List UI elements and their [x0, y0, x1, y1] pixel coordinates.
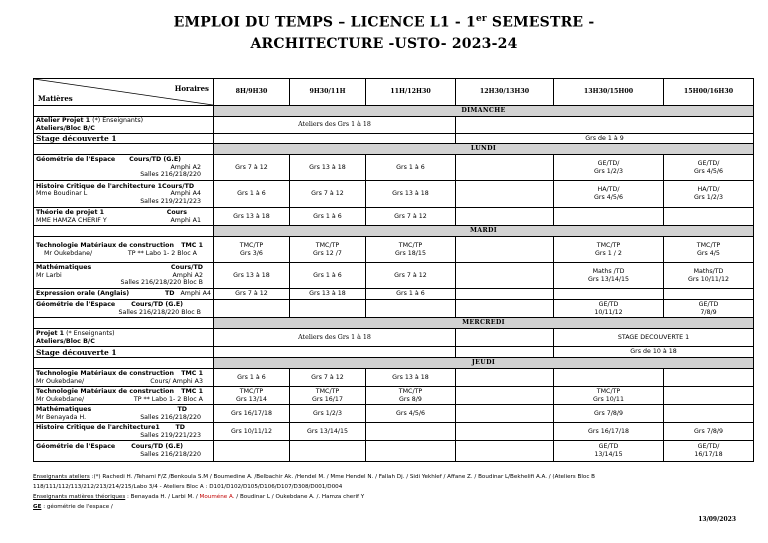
schedule-cell: Grs 13 à 18: [290, 289, 366, 300]
schedule-cell: GE/TD/ 16/17/18: [664, 441, 754, 462]
schedule-cell: Grs 7 à 12: [290, 181, 366, 208]
subject-cell: Stage découverte 1: [34, 134, 214, 144]
schedule-cell: TMC/TP Grs 13/14: [214, 387, 290, 405]
schedule-cell: HA/TD/ Grs 4/5/6: [554, 181, 664, 208]
schedule-cell: Grs 13/14/15: [290, 423, 366, 441]
day-band-lundi: LUNDI: [214, 144, 754, 155]
schedule-cell: Grs 13 à 18: [214, 208, 290, 226]
schedule-cell: [456, 300, 554, 318]
subject-cell: Mathématiques TD Mr Benayada H. Salles 216/218/220: [34, 405, 214, 423]
timetable-row: [34, 387, 754, 405]
schedule-cell: TMC/TP Grs 4/5: [664, 237, 754, 263]
schedule-cell: Grs 7/8/9: [554, 405, 664, 423]
schedule-cell: Grs 7/8/9: [664, 423, 754, 441]
matieres-label: Matières: [38, 93, 73, 103]
header-row: [34, 79, 754, 106]
schedule-cell: [214, 347, 456, 358]
footer-abbreviation: GE : géométrie de l'espace /: [33, 504, 113, 510]
schedule-cell: Grs 1 à 6: [214, 369, 290, 387]
schedule-cell: [456, 369, 554, 387]
subject-cell: Géométrie de l'Espace Cours/TD (G.E) Salles 216/218/220 Bloc B: [34, 300, 214, 318]
subject-cell: Technologie Matériaux de construction TMC 1 Mr Oukebdane/ TP ** Labo 1- 2 Bloc A: [34, 387, 214, 405]
schedule-cell: Grs de 1 à 9: [456, 134, 754, 144]
schedule-cell: GE/TD 7/8/9: [664, 300, 754, 318]
footer-theory-teachers: Enseignants matières théoriques : Benayada H. / Larbi M. / Mouméne A. / Boudinar L / Oukebdane A. /. Hamza cherif Y: [33, 494, 365, 500]
schedule-cell: Grs 13 à 18: [290, 155, 366, 181]
slot-header: 9H30/11H: [290, 79, 366, 106]
subject-cell: Géométrie de l'Espace Cours/TD (G.E) Amphi A2 Salles 216/218/220: [34, 155, 214, 181]
schedule-cell: Grs 13 à 18: [214, 263, 290, 289]
schedule-cell: Grs 1 à 6: [290, 208, 366, 226]
slot-header: 13H30/15H00: [554, 79, 664, 106]
timetable-row: [34, 329, 754, 347]
schedule-cell: [214, 441, 290, 462]
schedule-cell: [214, 134, 456, 144]
schedule-cell: Grs de 10 à 18: [554, 347, 754, 358]
slot-header: 11H/12H30: [366, 79, 456, 106]
timetable-row: [34, 181, 754, 208]
schedule-cell: GE/TD 13/14/15: [554, 441, 664, 462]
schedule-cell: [456, 117, 754, 134]
schedule-cell: Grs 7 à 12: [214, 155, 290, 181]
schedule-cell: TMC/TP Grs 1 / 2: [554, 237, 664, 263]
schedule-cell: Ateliers des Grs 1 à 18: [214, 329, 456, 347]
timetable-row: [34, 237, 754, 263]
schedule-cell: [456, 263, 554, 289]
schedule-cell: Grs 1/2/3: [290, 405, 366, 423]
timetable-row: [34, 423, 754, 441]
subject-cell: Technologie Matériaux de construction TMC 1 Mr Oukebdane/ TP ** Labo 1- 2 Bloc A: [34, 237, 214, 263]
schedule-cell: [456, 181, 554, 208]
subject-cell: Théorie de projet 1 Cours MME HAMZA CHERIF Y Amphi A1: [34, 208, 214, 226]
schedule-cell: Grs 16/17/18: [214, 405, 290, 423]
schedule-cell: [456, 441, 554, 462]
schedule-cell: GE/TD/ Grs 1/2/3: [554, 155, 664, 181]
schedule-cell: TMC/TP Grs 10/11: [554, 387, 664, 405]
schedule-cell: [456, 387, 554, 405]
day-band-mardi: MARDI: [214, 226, 754, 237]
subject-cell: Expression orale (Anglais) TD Amphi A4: [34, 289, 214, 300]
subject-cell: Géométrie de l'Espace Cours/TD (G.E) Salles 216/218/220: [34, 441, 214, 462]
schedule-cell: [664, 289, 754, 300]
schedule-cell: Grs 4/5/6: [366, 405, 456, 423]
document-date: 13/09/2023: [698, 516, 736, 523]
schedule-cell: Grs 7 à 12: [366, 263, 456, 289]
schedule-cell: [664, 208, 754, 226]
schedule-cell: [456, 237, 554, 263]
footer-workshop-rooms: 118/111/112/113/212/213/214/215/Labo 3/4 - Ateliers Bloc A : D101/D102/D105/D106/D107/D308/D001/D004: [33, 484, 343, 490]
schedule-cell: [456, 405, 554, 423]
timetable-row: [34, 263, 754, 289]
subject-cell: Histoire Critique de l'architecture 1 Cours/TD Mme Boudinar L Amphi A4 Salles 219/221/223: [34, 181, 214, 208]
schedule-cell: [456, 423, 554, 441]
day-band-mercredi: MERCREDI: [214, 318, 754, 329]
subject-cell: Stage découverte 1: [34, 347, 214, 358]
schedule-cell: Grs 7 à 12: [366, 208, 456, 226]
schedule-cell: [554, 289, 664, 300]
schedule-cell: Grs 1 à 6: [214, 181, 290, 208]
schedule-cell: [456, 155, 554, 181]
subject-cell: Projet 1 (* Enseignants) Ateliers/Bloc B/C: [34, 329, 214, 347]
schedule-cell: Grs 1 à 6: [290, 263, 366, 289]
schedule-cell: [554, 208, 664, 226]
schedule-cell: STAGE DECOUVERTE 1: [554, 329, 754, 347]
day-band-dimanche: DIMANCHE: [214, 106, 754, 117]
schedule-cell: Grs 1 à 6: [366, 289, 456, 300]
timetable-row: [34, 369, 754, 387]
timetable-row: [34, 117, 754, 134]
schedule-cell: [214, 300, 290, 318]
schedule-cell: TMC/TP Grs 3/6: [214, 237, 290, 263]
schedule-cell: [456, 208, 554, 226]
header-corner-cell: [34, 79, 214, 106]
schedule-cell: Grs 16/17/18: [554, 423, 664, 441]
horaires-label: Horaires: [174, 84, 209, 93]
timetable: [33, 78, 754, 462]
schedule-cell: TMC/TP Grs 12 /7: [290, 237, 366, 263]
schedule-cell: [366, 423, 456, 441]
schedule-cell: [554, 369, 664, 387]
schedule-cell: [456, 289, 554, 300]
schedule-cell: HA/TD/ Grs 1/2/3: [664, 181, 754, 208]
schedule-cell: Grs 13 à 18: [366, 181, 456, 208]
schedule-cell: [366, 441, 456, 462]
timetable-row: [34, 134, 754, 144]
schedule-cell: Ateliers des Grs 1 à 18: [214, 117, 456, 134]
timetable-row: [34, 300, 754, 318]
schedule-cell: TMC/TP Grs 16/17: [290, 387, 366, 405]
slot-header: 8H/9H30: [214, 79, 290, 106]
document-title-line2: ARCHITECTURE -USTO- 2023-24: [250, 36, 518, 52]
timetable-row: [34, 405, 754, 423]
slot-header: 12H30/13H30: [456, 79, 554, 106]
footer-workshop-teachers: Enseignants ateliers :(*) Rachedi H. /Tehami F/Z /Benkoula S.M / Boumedine A. /Belbachir Ak. /Hendel M. / Mme Hendel N. / Fallah Dj. / Sidi Yekhlef / Affane Z. / Boudinar L/Bekhelifi A.A. / (Ateliers Bloc B: [33, 474, 596, 480]
schedule-cell: Grs 7 à 12: [290, 369, 366, 387]
subject-cell: Technologie Matériaux de construction TMC 1 Mr Oukebdane/ Cours/ Amphi A3: [34, 369, 214, 387]
schedule-cell: TMC/TP Grs 8/9: [366, 387, 456, 405]
schedule-cell: [664, 369, 754, 387]
timetable-row: [34, 155, 754, 181]
subject-cell: Atelier Projet 1 (*) Enseignants) Ateliers/Bloc B/C: [34, 117, 214, 134]
schedule-cell: GE/TD/ Grs 4/5/6: [664, 155, 754, 181]
schedule-cell: [366, 300, 456, 318]
schedule-cell: [456, 347, 554, 358]
timetable-row: [34, 347, 754, 358]
day-band-jeudi: JEUDI: [214, 358, 754, 369]
schedule-cell: Grs 7 à 12: [214, 289, 290, 300]
subject-cell: Mathématiques Cours/TD Mr Larbi Amphi A2 Salles 216/218/220 Bloc B: [34, 263, 214, 289]
schedule-cell: GE/TD 10/11/12: [554, 300, 664, 318]
schedule-cell: Grs 1 à 6: [366, 155, 456, 181]
timetable-row: [34, 289, 754, 300]
schedule-cell: [290, 300, 366, 318]
schedule-cell: [456, 329, 554, 347]
schedule-cell: [664, 405, 754, 423]
schedule-cell: Maths /TD Grs 13/14/15: [554, 263, 664, 289]
slot-header: 15H00/16H30: [664, 79, 754, 106]
schedule-cell: TMC/TP Grs 18/15: [366, 237, 456, 263]
subject-cell: Histoire Critique de l'architecture1 TD Salles 219/221/223: [34, 423, 214, 441]
schedule-cell: [664, 387, 754, 405]
schedule-cell: [290, 441, 366, 462]
schedule-cell: Maths/TD Grs 10/11/12: [664, 263, 754, 289]
schedule-cell: Grs 10/11/12: [214, 423, 290, 441]
timetable-row: [34, 208, 754, 226]
schedule-cell: Grs 13 à 18: [366, 369, 456, 387]
timetable-row: [34, 441, 754, 462]
document-title-line1: EMPLOI DU TEMPS – LICENCE L1 - 1er SEMESTRE -: [173, 14, 595, 31]
